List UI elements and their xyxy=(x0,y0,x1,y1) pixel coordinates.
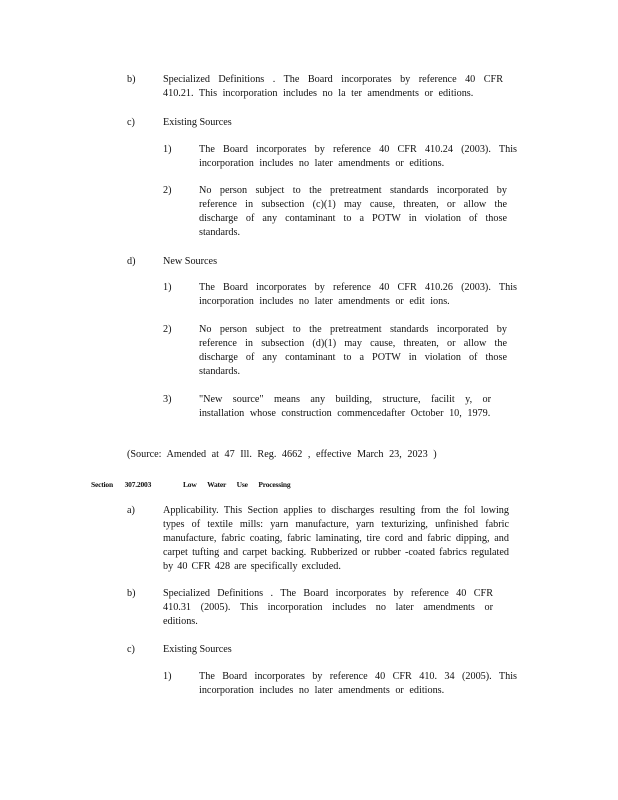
paragraph-text: No person subject to the pretreatment standards incorporated by reference in subsection (d)(1) may cause, threaten, or allow the discharge of any contaminant to a POTW in violation of those standards. xyxy=(199,324,507,377)
source-note: (Source: Amended at 47 Ill. Reg. 4662 , effective March 23, 2023 ) xyxy=(127,449,437,460)
subsection-text: Specialized Definitions . The Board incorporates by reference 40 CFR 410.31 (2005). This incorporation includes no later amendments or editions. xyxy=(163,588,493,627)
paragraph-text: No person subject to the pretreatment standards incorporated by reference in subsection (c)(1) may cause, threaten, or allow the discharge of any contaminant to a POTW in violation of those standards. xyxy=(199,185,507,238)
subsection-heading: Existing Sources xyxy=(163,644,232,655)
subsection-label: b) xyxy=(127,588,136,599)
paragraph-text: "New source" means any building, structure, facilit y, or installation whose construction commencedafter October 10, 1979. xyxy=(199,394,491,419)
subsection-heading: New Sources xyxy=(163,256,218,267)
paragraph-label: 1) xyxy=(163,282,172,293)
subsection-label: a) xyxy=(127,505,135,516)
section-title: Low Water Use Processing xyxy=(183,480,291,489)
paragraph-label: 1) xyxy=(163,144,172,155)
subsection-heading: Existing Sources xyxy=(163,117,232,128)
section-number: Section 307.2003 xyxy=(91,480,152,489)
paragraph-label: 2) xyxy=(163,185,172,196)
paragraph-label: 3) xyxy=(163,394,172,405)
paragraph-text: The Board incorporates by reference 40 CFR 410.24 (2003). This incorporation includes no later amendments or editions. xyxy=(199,144,517,169)
paragraph-text: The Board incorporates by reference 40 CFR 410. 34 (2005). This incorporation includes no later amendments or editions. xyxy=(199,671,517,696)
paragraph-label: 2) xyxy=(163,324,172,335)
subsection-label: c) xyxy=(127,644,135,655)
subsection-label: c) xyxy=(127,117,135,128)
subsection-text: Applicability. This Section applies to discharges resulting from the fol lowing types of textile mills: yarn manufacture, yarn texturizing, unfinished fabric manufacture, fabric coating, fabric laminating, tire cord and fabric dipping, and carpet tufting and carpet backing. Rubberized or rubber -coated fabrics regulated by 40 CFR 428 are specifically excluded. xyxy=(163,505,509,572)
subsection-label: d) xyxy=(127,256,136,267)
subsection-label: b) xyxy=(127,74,136,85)
paragraph-text: The Board incorporates by reference 40 CFR 410.26 (2003). This incorporation includes no later amendments or edit ions. xyxy=(199,282,517,307)
paragraph-label: 1) xyxy=(163,671,172,682)
subsection-text: Specialized Definitions . The Board incorporates by reference 40 CFR 410.21. This incorporation includes no la ter amendments or editions. xyxy=(163,74,503,99)
